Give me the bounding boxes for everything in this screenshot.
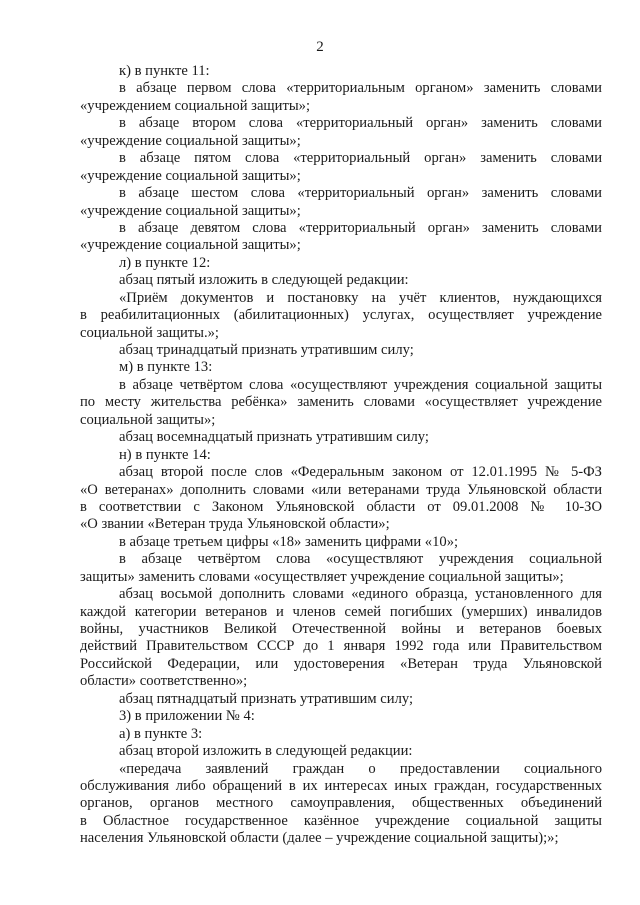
text-line: в абзаце шестом слова «территориальный орган» заменить словами <box>119 185 602 202</box>
text-line: в абзаце третьем цифры «18» заменить цифрами «10»; <box>119 533 459 550</box>
text-line: «учреждение социальной защиты»; <box>80 132 301 149</box>
text-line: н) в пункте 14: <box>119 446 211 463</box>
text-line: «Приём документов и постановку на учёт клиентов, нуждающихся <box>119 289 602 306</box>
text-line: в реабилитационных (абилитационных) услугах, осуществляет учреждение <box>80 307 602 324</box>
text-line: обслуживания либо обращений в их интересах иных граждан, государственных <box>80 777 602 794</box>
text-line: л) в пункте 12: <box>119 254 211 271</box>
text-line: абзац восьмой дополнить словами «единого образца, установленного для <box>119 586 602 603</box>
text-line: «учреждение социальной защиты»; <box>80 167 301 184</box>
text-line: к) в пункте 11: <box>119 63 210 79</box>
text-line: области» соответственно»; <box>80 673 248 690</box>
text-line: каждой категории ветеранов и членов семей погибших (умерших) инвалидов <box>80 603 602 620</box>
text-line: абзац пятнадцатый признать утратившим силу; <box>119 690 414 707</box>
document-body <box>80 63 602 848</box>
text-line: по месту жительства ребёнка» заменить словами «осуществляет учреждение <box>80 394 602 411</box>
text-line: в абзаце четвёртом слова «осуществляют учреждения социальной <box>119 551 602 568</box>
text-line: в абзаце четвёртом слова «осуществляют учреждения социальной защиты <box>119 376 602 393</box>
text-line: абзац восемнадцатый признать утратившим силу; <box>119 429 429 446</box>
text-line: абзац пятый изложить в следующей редакции: <box>119 272 409 289</box>
text-line: защиты» заменить словами «осуществляет учреждение социальной защиты»; <box>80 568 564 585</box>
text-line: «учреждение социальной защиты»; <box>80 202 301 219</box>
text-line: а) в пункте 3: <box>119 725 203 742</box>
text-line: в абзаце втором слова «территориальный орган» заменить словами <box>119 115 602 132</box>
text-line: абзац тринадцатый признать утратившим силу; <box>119 342 414 358</box>
text-line: абзац второй изложить в следующей редакции: <box>119 743 413 760</box>
text-line: м) в пункте 13: <box>119 359 213 376</box>
text-line: социальной защиты»; <box>80 411 216 428</box>
text-line: действий Правительством СССР до 1 января 1992 года или Правительством <box>80 638 602 655</box>
text-line: в соответствии с Законом Ульяновской области от 09.01.2008 № 10-ЗО <box>80 498 602 515</box>
text-line: органов, органов местного самоуправления, общественных объединений <box>80 795 602 812</box>
text-line: Российской Федерации, или удостоверения «Ветеран труда Ульяновской <box>80 655 602 672</box>
text-line: 3) в приложении № 4: <box>119 708 255 725</box>
page-number: 2 <box>316 39 324 55</box>
text-line: населения Ульяновской области (далее – учреждение социальной защиты);»; <box>80 830 559 847</box>
text-line: в абзаце первом слова «территориальным органом» заменить словами <box>119 80 602 97</box>
text-line: «передача заявлений граждан о предоставлении социального <box>119 760 602 777</box>
text-line: абзац второй после слов «Федеральным законом от 12.01.1995 № 5-ФЗ <box>119 464 602 481</box>
text-line: социальной защиты.»; <box>80 324 219 341</box>
text-line: в абзаце девятом слова «территориальный орган» заменить словами <box>119 219 602 236</box>
text-line: в абзаце пятом слова «территориальный орган» заменить словами <box>119 150 602 167</box>
text-line: «О ветеранах» дополнить словами «или ветеранами труда Ульяновской области <box>80 481 602 498</box>
text-line: «О звании «Ветеран труда Ульяновской области»; <box>80 516 390 533</box>
text-line: в Областное государственное казённое учреждение социальной защиты <box>80 812 602 829</box>
text-line: «учреждением социальной защиты»; <box>80 97 311 114</box>
text-line: войны, участников Великой Отечественной войны и ветеранов боевых <box>80 621 602 637</box>
text-line: «учреждение социальной защиты»; <box>80 237 301 254</box>
